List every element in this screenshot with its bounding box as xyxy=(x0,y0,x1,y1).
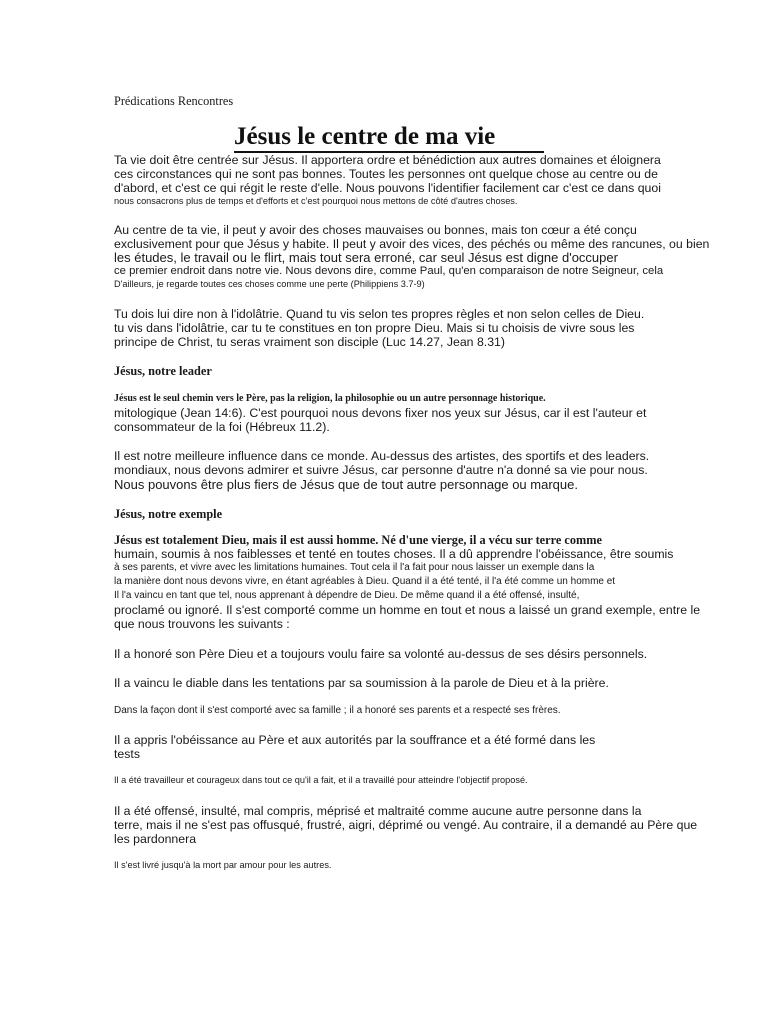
paragraph-4-line: mitologique (Jean 14:6). C'est pourquoi nous devons fixer nos yeux sur Jésus, car il est l'auteur et xyxy=(114,406,647,420)
paragraph-1-line: d'abord, et c'est ce qui régit le reste d'elle. Nous pouvons l'identifier facilement car c'est ce dans quoi xyxy=(114,181,661,195)
paragraph-2-line: les études, le travail ou le flirt, mais tout sera erroné, car seul Jésus est digne d'occuper xyxy=(114,250,618,265)
paragraph-5-line: mondiaux, nous devons admirer et suivre Jésus, car personne d'autre n'a donné sa vie pour nous. xyxy=(114,463,648,477)
paragraph-4-line: Jésus est le seul chemin vers le Père, pas la religion, la philosophie ou un autre personnage historique. xyxy=(114,393,546,404)
paragraph-2-line: ce premier endroit dans notre vie. Nous devons dire, comme Paul, qu'en comparaison de notre Seigneur, cela xyxy=(114,265,664,277)
example-item: Il a vaincu le diable dans les tentations par sa soumission à la parole de Dieu et à la prière. xyxy=(114,676,609,690)
example-item: Il a appris l'obéissance au Père et aux autorités par la souffrance et a été formé dans les xyxy=(114,733,596,747)
paragraph-1-line: Ta vie doit être centrée sur Jésus. Il apportera ordre et bénédiction aux autres domaines et éloignera xyxy=(114,153,661,167)
paragraph-3-line: tu vis dans l'idolâtrie, car tu te constitues en ton propre Dieu. Mais si tu choisis de vivre sous les xyxy=(114,321,635,335)
paragraph-6-line: Il l'a vaincu en tant que tel, nous apprenant à dépendre de Dieu. De même quand il a été offensé, insulté, xyxy=(114,590,580,601)
example-item: les pardonnera xyxy=(114,832,197,846)
paragraph-6-line: que nous trouvons les suivants : xyxy=(114,617,290,631)
paragraph-2-line: exclusivement pour que Jésus y habite. Il peut y avoir des vices, des péchés ou même des rancunes, ou bien xyxy=(114,237,710,251)
paragraph-1-line: nous consacrons plus de temps et d'efforts et c'est pourquoi nous mettons de côté d'autres choses. xyxy=(114,196,518,206)
section-heading-exemple: Jésus, notre exemple xyxy=(114,507,223,521)
paragraph-5-line: Il est notre meilleure influence dans ce monde. Au-dessus des artistes, des sportifs et des leaders. xyxy=(114,449,650,463)
paragraph-6-line: la manière dont nous devons vivre, en étant agréables à Dieu. Quand il a été tenté, il l'a été comme un homme et xyxy=(114,576,616,587)
example-item: Dans la façon dont il s'est comporté avec sa famille ; il a honoré ses parents et a respecté ses frères. xyxy=(114,705,561,716)
paragraph-6-line: Jésus est totalement Dieu, mais il est aussi homme. Né d'une vierge, il a vécu sur terre comme xyxy=(114,533,602,547)
example-item: Il s'est livré jusqu'à la mort par amour pour les autres. xyxy=(114,860,332,870)
example-item: Il a été travailleur et courageux dans tout ce qu'il a fait, et il a travaillé pour atteindre l'objectif proposé. xyxy=(114,775,528,785)
example-item: terre, mais il ne s'est pas offusqué, frustré, aigri, déprimé ou vengé. Au contraire, il a demandé au Père que xyxy=(114,818,698,832)
paragraph-4-line: consommateur de la foi (Hébreux 11.2). xyxy=(114,420,330,434)
example-item: Il a été offensé, insulté, mal compris, méprisé et maltraité comme aucune autre personne dans la xyxy=(114,804,642,818)
paragraph-1-line: ces circonstances qui ne sont pas bonnes. Toutes les personnes ont quelque chose au centre ou de xyxy=(114,167,658,181)
example-item: tests xyxy=(114,747,140,761)
paragraph-3-line: principe de Christ, tu seras vraiment son disciple (Luc 14.27, Jean 8.31) xyxy=(114,335,505,349)
paragraph-5-line: Nous pouvons être plus fiers de Jésus que de tout autre personnage ou marque. xyxy=(114,477,578,492)
paragraph-6-line: à ses parents, et vivre avec les limitations humaines. Tout cela il l'a fait pour nous laisser un exemple dans la xyxy=(114,562,595,573)
paragraph-2-line: D'ailleurs, je regarde toutes ces choses comme une perte (Philippiens 3.7-9) xyxy=(114,279,425,289)
paragraph-3-line: Tu dois lui dire non à l'idolâtrie. Quand tu vis selon tes propres règles et non selon celles de Dieu. xyxy=(114,307,645,321)
paragraph-6-line: proclamé ou ignoré. Il s'est comporté comme un homme en tout et nous a laissé un grand exemple, entre le xyxy=(114,603,701,617)
document-title: Jésus le centre de ma vie xyxy=(234,123,496,150)
paragraph-2-line: Au centre de ta vie, il peut y avoir des choses mauvaises ou bonnes, mais ton cœur a été conçu xyxy=(114,223,637,237)
paragraph-6-line: humain, soumis à nos faiblesses et tenté en toutes choses. Il a dû apprendre l'obéissance, être soumis xyxy=(114,547,674,561)
section-heading-leader: Jésus, notre leader xyxy=(114,364,212,378)
example-item: Il a honoré son Père Dieu et a toujours voulu faire sa volonté au-dessus de ses désirs personnels. xyxy=(114,647,648,661)
running-header: Prédications Rencontres xyxy=(114,94,234,108)
